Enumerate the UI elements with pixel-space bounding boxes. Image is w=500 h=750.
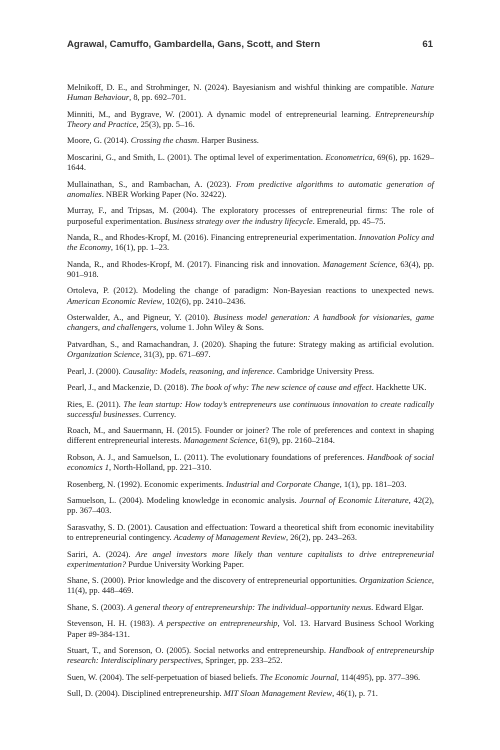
reference-source-title: Academy of Management Review bbox=[173, 532, 286, 543]
reference-text: Nanda, R., and Rhodes-Kropf, M. (2017). Financing risk and innovation. bbox=[67, 258, 323, 269]
reference-text: Roach, M., and Sauermann, H. (2015). Founder or joiner? The role of preferences and context in shaping different entrepreneurial interests. bbox=[67, 425, 434, 446]
reference-entry bbox=[67, 618, 434, 638]
reference-source-title: Business strategy over the industry lifecycle bbox=[164, 215, 313, 226]
reference-source-title: The book of why: The new science of cause and effect bbox=[190, 382, 372, 393]
reference-source-title: Econometrica bbox=[325, 151, 373, 162]
reference-details: , 26(2), pp. 243–263. bbox=[285, 532, 357, 543]
reference-entry bbox=[67, 382, 434, 392]
reference-text: Osterwalder, A., and Pigneur, Y. (2010). bbox=[67, 312, 214, 323]
reference-text: Shane, S. (2000). Prior knowledge and the discovery of entrepreneurial opportunities. bbox=[67, 575, 360, 586]
reference-entry bbox=[67, 152, 434, 172]
reference-entry bbox=[67, 602, 434, 612]
reference-text: Stuart, T., and Sorenson, O. (2005). Social networks and entrepreneurship. bbox=[67, 645, 329, 656]
reference-text: Stevenson, H. H. (1983). bbox=[67, 618, 159, 629]
reference-source-title: MIT Sloan Management Review bbox=[223, 688, 333, 699]
reference-source-title: Management Science bbox=[322, 258, 396, 269]
reference-details: . Hackhette UK. bbox=[371, 382, 427, 393]
reference-details: . Edward Elgar. bbox=[371, 601, 424, 612]
running-head-authors: Agrawal, Camuffo, Gambardella, Gans, Scott, and Stern bbox=[67, 39, 321, 50]
reference-source-title: A general theory of entrepreneurship: The individual–opportunity nexus bbox=[127, 601, 372, 612]
reference-entry bbox=[67, 339, 434, 359]
reference-entry bbox=[67, 672, 434, 682]
reference-details: , Springer, pp. 233–252. bbox=[201, 655, 283, 666]
reference-entry bbox=[67, 479, 434, 489]
reference-text: Pearl, J. (2000). bbox=[67, 365, 123, 376]
reference-list bbox=[67, 82, 434, 705]
reference-entry bbox=[67, 259, 434, 279]
reference-text: Minniti, M., and Bygrave, W. (2001). A dynamic model of entrepreneurial learning. bbox=[67, 108, 376, 119]
reference-text: Patvardhan, S., and Ramachandran, J. (2020). Shaping the future: Strategy making as artificial evolution. bbox=[67, 338, 434, 349]
reference-source-title: The lean startup: How today’s entrepreneurs use continuous innovation to create radically successful businesses bbox=[67, 398, 434, 419]
reference-details: . Harper Business. bbox=[197, 135, 259, 146]
reference-details: , 11(4), pp. 448–469. bbox=[67, 575, 434, 596]
reference-text: Sariri, A. (2024). bbox=[67, 548, 136, 559]
reference-source-title: A perspective on entrepreneurship bbox=[158, 618, 278, 629]
reference-entry bbox=[67, 425, 434, 445]
reference-details: , 102(6), pp. 2410–2436. bbox=[162, 295, 246, 306]
reference-details: Purdue University Working Paper. bbox=[126, 558, 245, 569]
reference-text: Robson, A. J., and Samuelson, L. (2011). The evolutionary foundations of preferences. bbox=[67, 451, 368, 462]
reference-text: Rosenberg, N. (1992). Economic experiments. bbox=[67, 478, 226, 489]
reference-details: , 31(3), pp. 671–697. bbox=[139, 349, 211, 360]
reference-entry bbox=[67, 452, 434, 472]
reference-text: Suen, W. (2004). The self-perpetuation of biased beliefs. bbox=[67, 671, 260, 682]
reference-entry bbox=[67, 522, 434, 542]
reference-details: , North-Holland, pp. 221–310. bbox=[108, 462, 212, 473]
reference-text: Moscarini, G., and Smith, L. (2001). The optimal level of experimentation. bbox=[67, 151, 326, 162]
reference-details: , 25(3), pp. 5–16. bbox=[136, 118, 195, 129]
reference-text: Ries, E. (2011). bbox=[67, 398, 124, 409]
reference-details: . Currency. bbox=[138, 408, 177, 419]
reference-source-title: Industrial and Corporate Change bbox=[225, 478, 340, 489]
running-head bbox=[67, 39, 433, 50]
reference-source-title: Management Science bbox=[183, 435, 256, 446]
reference-details: , 69(6), pp. 1629–1644. bbox=[67, 151, 434, 173]
reference-source-title: Organization Science bbox=[359, 575, 432, 586]
reference-entry bbox=[67, 645, 434, 665]
reference-details: , 8, pp. 692–701. bbox=[129, 92, 187, 103]
reference-details: . Cambridge University Press. bbox=[272, 365, 375, 376]
reference-source-title: Entrepreneurship Theory and Practice bbox=[67, 108, 434, 129]
page-number: 61 bbox=[422, 39, 433, 50]
reference-text: Pearl, J., and Mackenzie, D. (2018). bbox=[67, 382, 191, 393]
reference-text: Nanda, R., and Rhodes-Kropf, M. (2016). Financing entrepreneurial experimentation. bbox=[67, 232, 359, 243]
reference-entry bbox=[67, 109, 434, 129]
reference-source-title: Business model generation: A handbook for visionaries, game changers, and challengers bbox=[67, 312, 434, 333]
reference-details: , 114(495), pp. 377–396. bbox=[336, 671, 421, 682]
reference-source-title: American Economic Review bbox=[67, 295, 163, 306]
reference-source-title: Handbook of entrepreneurship research: Interdisciplinary perspectives bbox=[67, 645, 434, 666]
reference-source-title: Organization Science bbox=[67, 349, 140, 360]
reference-text: Moore, G. (2014). bbox=[67, 135, 131, 146]
reference-text: Sull, D. (2004). Disciplined entrepreneurship. bbox=[67, 688, 224, 699]
reference-details: . Emerald, pp. 45–75. bbox=[312, 215, 386, 226]
reference-text: Mullainathan, S., and Rambachan, A. (2023). bbox=[67, 178, 236, 189]
reference-details: , Vol. 13. Harvard Business School Working Paper #9-384-131. bbox=[67, 618, 434, 639]
reference-source-title: The Economic Journal bbox=[259, 671, 337, 682]
reference-entry bbox=[67, 399, 434, 419]
reference-entry bbox=[67, 232, 434, 252]
reference-entry bbox=[67, 205, 434, 225]
reference-source-title: Nature Human Behaviour bbox=[67, 82, 434, 103]
reference-details: , 1(1), pp. 181–203. bbox=[339, 478, 407, 489]
reference-details: , 63(4), pp. 901–918. bbox=[67, 258, 435, 279]
reference-details: , 16(1), pp. 1–23. bbox=[110, 242, 170, 253]
reference-entry bbox=[67, 179, 434, 199]
reference-entry bbox=[67, 549, 434, 569]
reference-entry bbox=[67, 495, 434, 515]
reference-source-title: Causality: Models, reasoning, and inference bbox=[122, 365, 273, 376]
reference-source-title: Are angel investors more likely than venture capitalists to drive entrepreneurial experimentation? bbox=[67, 548, 434, 569]
reference-entry bbox=[67, 312, 434, 332]
reference-source-title: From predictive algorithms to automatic generation of anomalies bbox=[67, 178, 434, 199]
reference-text: Samuelson, L. (2004). Modeling knowledge in economic analysis. bbox=[67, 495, 300, 506]
reference-details: . NBER Working Paper (No. 32422). bbox=[101, 188, 227, 199]
reference-source-title: Crossing the chasm bbox=[130, 135, 198, 146]
reference-text: Sarasvathy, S. D. (2001). Causation and effectuation: Toward a theoretical shift from economic inevitability to entrepreneurial contingency. bbox=[67, 521, 434, 543]
reference-details: , volume 1. John Wiley & Sons. bbox=[156, 322, 264, 333]
reference-details: , 61(9), pp. 2160–2184. bbox=[255, 435, 335, 446]
reference-entry bbox=[67, 82, 434, 102]
reference-entry bbox=[67, 135, 434, 145]
reference-details: , 42(2), pp. 367–403. bbox=[67, 495, 434, 516]
reference-entry bbox=[67, 688, 434, 698]
reference-source-title: Journal of Economic Literature bbox=[299, 495, 409, 506]
reference-source-title: Innovation Policy and the Economy bbox=[67, 232, 435, 253]
reference-text: Melnikoff, D. E., and Strohminger, N. (2024). Bayesianism and wishful thinking are compatible. bbox=[67, 82, 411, 92]
reference-entry bbox=[67, 285, 434, 305]
reference-source-title: Handbook of social economics 1 bbox=[67, 451, 434, 473]
reference-details: , 46(1), p. 71. bbox=[332, 688, 378, 699]
reference-entry bbox=[67, 575, 434, 595]
reference-text: Shane, S. (2003). bbox=[67, 601, 128, 612]
reference-entry bbox=[67, 366, 434, 376]
reference-text: Ortoleva, P. (2012). Modeling the change of paradigm: Non-Bayesian reactions to unexpected news. bbox=[67, 285, 434, 296]
reference-text: Murray, F., and Tripsas, M. (2004). The exploratory processes of entrepreneurial firms: The role of purposeful experimentation. bbox=[67, 205, 434, 226]
